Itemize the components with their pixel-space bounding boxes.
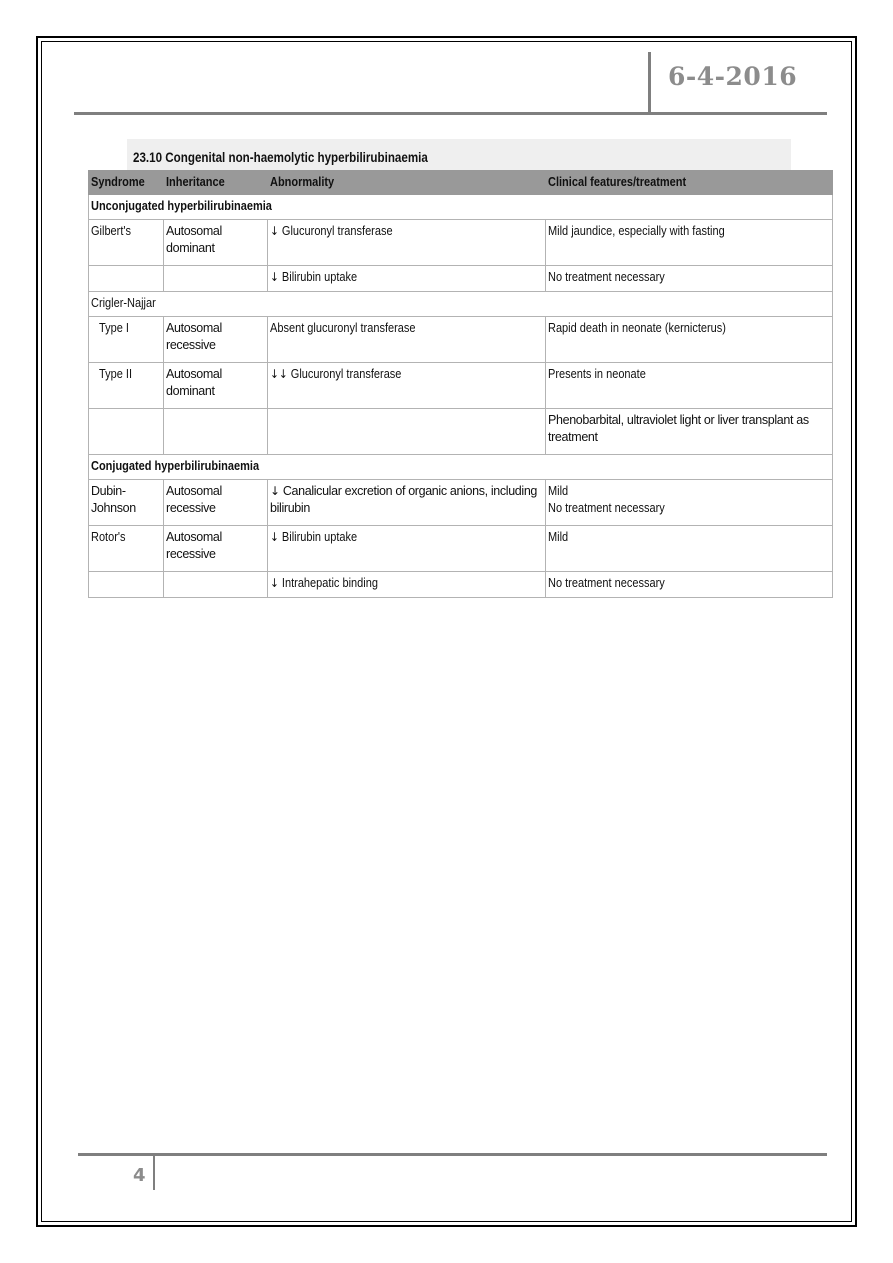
header-date: 6-4-2016 [668, 62, 798, 91]
down-arrow-icon: ↓ [270, 484, 280, 498]
down-arrow-icon: ↓ [270, 576, 279, 590]
cell-syndrome-empty [89, 266, 164, 292]
header-divider [648, 52, 651, 114]
down-arrow-icon: ↓ [270, 530, 279, 544]
column-header-clinical: Clinical features/treatment [546, 171, 833, 195]
table-row-rotor-continued [89, 572, 833, 598]
table-row-gilbert [89, 220, 833, 266]
page-number: 4 [133, 1165, 146, 1186]
group-row-crigler-najjar [89, 292, 833, 317]
table-row-dubin-johnson [89, 480, 833, 526]
cell-clinical: Mild jaundice, especially with fasting [546, 220, 833, 266]
cell-abnormality: ↓ Glucuronyl transferase [268, 220, 546, 266]
down-arrow-icon: ↓ [270, 224, 279, 238]
section-title: Conjugated hyperbilirubinaemia [89, 455, 833, 480]
cell-inheritance-empty [164, 266, 268, 292]
down-arrow-icon: ↓ [270, 270, 279, 284]
cell-clinical: Mild [546, 526, 833, 572]
table-row-crigler-type-2-treatment [89, 409, 833, 455]
cell-syndrome-empty [89, 409, 164, 455]
cell-inheritance-empty [164, 409, 268, 455]
section-title: Unconjugated hyperbilirubinaemia [89, 195, 833, 220]
column-header-abnormality: Abnormality [268, 171, 546, 195]
cell-abnormality: Absent glucuronyl transferase [268, 317, 546, 363]
cell-syndrome-empty [89, 572, 164, 598]
cell-clinical: Rapid death in neonate (kernicterus) [546, 317, 833, 363]
section-row-conjugated [89, 455, 833, 480]
cell-inheritance: Autosomal recessive [164, 317, 268, 363]
cell-abnormality: ↓ Bilirubin uptake [268, 526, 546, 572]
cell-clinical: No treatment necessary [546, 266, 833, 292]
cell-abnormality: ↓ Canalicular excretion of organic anions, including bilirubin [268, 480, 546, 526]
cell-inheritance: Autosomal recessive [164, 480, 268, 526]
section-row-unconjugated [89, 195, 833, 220]
column-header-inheritance: Inheritance [164, 171, 268, 195]
table-row-crigler-type-1 [89, 317, 833, 363]
double-down-arrow-icon: ↓↓ [270, 367, 288, 381]
cell-syndrome: Type I [89, 317, 164, 363]
table-row-rotor [89, 526, 833, 572]
cell-clinical: Presents in neonate [546, 363, 833, 409]
table-row-crigler-type-2 [89, 363, 833, 409]
cell-abnormality: ↓↓ Glucuronyl transferase [268, 363, 546, 409]
group-title: Crigler-Najjar [89, 292, 833, 317]
cell-inheritance: Autosomal dominant [164, 363, 268, 409]
cell-inheritance: Autosomal dominant [164, 220, 268, 266]
cell-inheritance-empty [164, 572, 268, 598]
cell-syndrome: Dubin-Johnson [89, 480, 164, 526]
cell-inheritance: Autosomal recessive [164, 526, 268, 572]
cell-abnormality: ↓ Intrahepatic binding [268, 572, 546, 598]
cell-syndrome: Rotor's [89, 526, 164, 572]
footer-divider [153, 1155, 155, 1190]
table-row-gilbert-continued [89, 266, 833, 292]
hyperbilirubinaemia-table [88, 170, 833, 598]
column-header-syndrome: Syndrome [89, 171, 164, 195]
table-header-row [89, 171, 833, 195]
footer-rule [78, 1153, 827, 1156]
cell-syndrome: Gilbert's [89, 220, 164, 266]
cell-abnormality-empty [268, 409, 546, 455]
cell-clinical: Phenobarbital, ultraviolet light or liver transplant as treatment [546, 409, 833, 455]
header-rule [74, 112, 827, 115]
cell-clinical: No treatment necessary [546, 572, 833, 598]
cell-syndrome: Type II [89, 363, 164, 409]
cell-abnormality: ↓ Bilirubin uptake [268, 266, 546, 292]
table-caption: 23.10 Congenital non-haemolytic hyperbilirubinaemia [133, 150, 428, 165]
cell-clinical: Mild No treatment necessary [546, 480, 833, 526]
